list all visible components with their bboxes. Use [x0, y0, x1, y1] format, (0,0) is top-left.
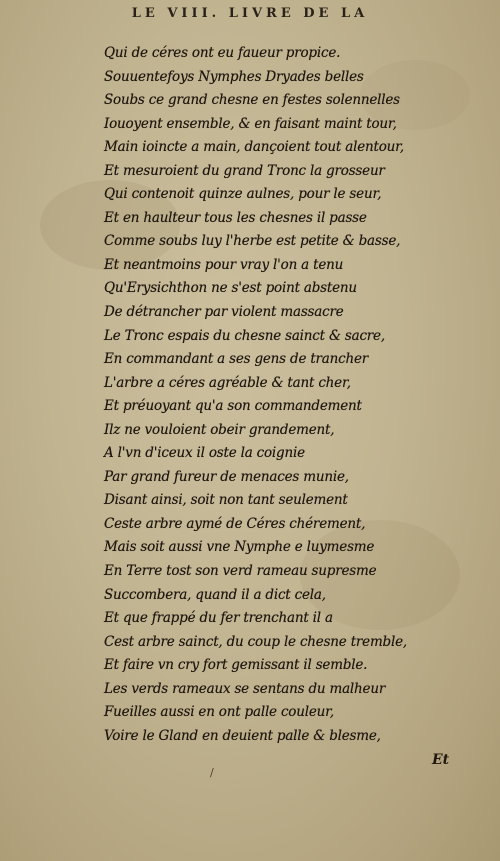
verse-line: En Terre tost son verd rameau supresme: [104, 563, 377, 580]
verse-line: Fueilles aussi en ont palle couleur,: [104, 704, 334, 721]
verse-line: Et faire vn cry fort gemissant il semble.: [104, 657, 368, 674]
verse-line: Main ioincte a main, dançoient tout alentour,: [104, 139, 404, 156]
verse-line: Et que frappé du fer trenchant il a: [104, 610, 333, 627]
verse-line: Mais soit aussi vne Nymphe e luymesme: [104, 539, 375, 556]
verse-line: Ilz ne vouloient obeir grandement,: [104, 421, 335, 438]
verse-line: Comme soubs luy l'herbe est petite & basse,: [104, 233, 401, 250]
verse-line: Qui de céres ont eu faueur propice.: [104, 45, 341, 61]
verse-line: De détrancher par violent massacre: [104, 304, 344, 321]
verse-line: A l'vn d'iceux il oste la coignie: [104, 445, 305, 462]
verse-line: Disant ainsi, soit non tant seulement: [104, 492, 348, 509]
verse-line: Soubs ce grand chesne en festes solennelles: [104, 92, 400, 109]
verse-line: Par grand fureur de menaces munie,: [104, 468, 349, 485]
verse-block: [104, 42, 484, 748]
verse-line: Qu'Erysichthon ne s'est point abstenu: [104, 280, 357, 297]
verse-line: Iouoyent ensemble, & en faisant maint tour,: [104, 115, 397, 132]
verse-line: Ceste arbre aymé de Céres chérement,: [104, 515, 366, 532]
catchword: Et: [432, 752, 450, 768]
verse-line: En commandant a ses gens de trancher: [104, 351, 369, 368]
verse-line: Souuentefoys Nymphes Dryades belles: [104, 68, 364, 85]
ink-mark: /: [210, 766, 214, 779]
verse-line: Et mesuroient du grand Tronc la grosseur: [104, 162, 385, 179]
verse-line: Le Tronc espais du chesne sainct & sacre,: [104, 327, 385, 344]
running-head: LE VIII. LIVRE DE LA: [131, 6, 369, 21]
verse-line: Et en haulteur tous les chesnes il passe: [104, 209, 367, 226]
verse-line: Cest arbre sainct, du coup le chesne tremble,: [104, 633, 407, 650]
verse-line: Et neantmoins pour vray l'on a tenu: [104, 256, 344, 273]
verse-line: L'arbre a céres agréable & tant cher,: [104, 374, 351, 391]
verse-line: Succombera, quand il a dict cela,: [104, 586, 326, 603]
verse-line: Et préuoyant qu'a son commandement: [104, 398, 362, 415]
verse-line: Voire le Gland en deuient palle & blesme,: [104, 727, 381, 744]
verse-line: Les verds rameaux se sentans du malheur: [104, 680, 386, 697]
verse-line: Qui contenoit quinze aulnes, pour le seur,: [104, 186, 382, 203]
